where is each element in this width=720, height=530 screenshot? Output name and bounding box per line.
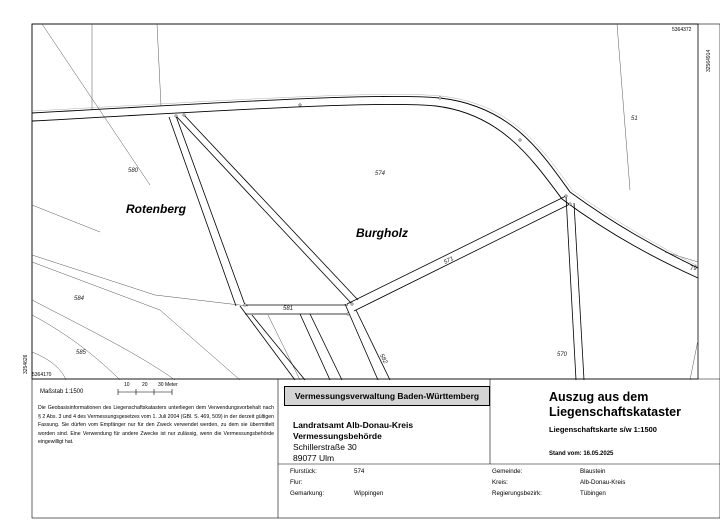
main-road-shoulder bbox=[32, 94, 698, 266]
regierungsbezirk-value: Tübingen bbox=[580, 490, 606, 497]
gemarkung-value: Wippingen bbox=[354, 490, 384, 497]
parcel-number: 580 bbox=[128, 168, 139, 174]
coordinate-right-vertical: 3256491​4 bbox=[706, 49, 712, 72]
boundary-points bbox=[175, 97, 571, 315]
office-city: 89077 Ulm bbox=[293, 453, 335, 463]
diagonal-path-west bbox=[169, 115, 358, 306]
parcel-number: 571 bbox=[443, 256, 455, 266]
parcel-number: 570 bbox=[557, 352, 568, 358]
office-department: Vermessungsbehörde bbox=[293, 431, 382, 441]
flur-label: Flur: bbox=[290, 479, 303, 486]
parcel-number: 584 bbox=[74, 296, 85, 302]
parcel-number: 582 bbox=[378, 353, 389, 365]
scale-bar bbox=[118, 389, 172, 395]
coordinate-left-vertical: 3254626 bbox=[23, 354, 29, 374]
kreis-value: Alb-Donau-Kreis bbox=[580, 479, 626, 486]
scale-label: Maßstab 1:1500 bbox=[40, 389, 84, 395]
main-road bbox=[32, 96, 698, 278]
flurstueck-value: 574 bbox=[354, 468, 365, 475]
path-582 bbox=[300, 304, 390, 380]
scale-tick-label: 10 bbox=[124, 382, 130, 388]
path-southwest bbox=[240, 306, 305, 380]
document-title-line2: Liegenschaftskataster bbox=[549, 405, 682, 419]
gemeinde-label: Gemeinde: bbox=[492, 468, 523, 475]
document-date: Stand vom: 16.05.2025 bbox=[549, 451, 614, 457]
parcel-number: 581 bbox=[283, 306, 294, 312]
office-name: Landratsamt Alb-Donau-Kreis bbox=[293, 420, 414, 430]
kreis-label: Kreis: bbox=[492, 479, 508, 486]
coordinate-bottom-left: 5364170 bbox=[32, 372, 52, 378]
parcel-number: 585 bbox=[76, 350, 87, 356]
office-street: Schillerstraße 30 bbox=[293, 442, 357, 452]
coordinate-top-right: 5364372 bbox=[672, 27, 692, 33]
place-name-rotenberg: Rotenberg bbox=[126, 202, 186, 216]
parcel-number: 51 bbox=[631, 116, 638, 122]
parcel-number: 79 bbox=[690, 266, 697, 272]
document-subtitle: Liegenschaftskarte s/w 1:1500 bbox=[549, 425, 657, 434]
gemeinde-value: Blaustein bbox=[580, 468, 606, 475]
place-name-burgholz: Burgholz bbox=[356, 226, 408, 240]
parcel-number: 574 bbox=[375, 171, 386, 177]
scale-tick-label: 20 bbox=[142, 382, 148, 388]
flurstueck-label: Flurstück: bbox=[290, 468, 317, 475]
gemarkung-label: Gemarkung: bbox=[290, 490, 325, 497]
administration-header: Vermessungsverwaltung Baden-Württemberg bbox=[284, 386, 490, 406]
scale-tick-label: 30 Meter bbox=[158, 382, 178, 388]
legal-notice: Die Geobasisinformationen des Liegenschaftskatasters unterliegen dem Verwendungsvorbehalt nach § 2 Abs. 3 und 4 des Vermessungsgesetzes vom 1. Juli 2004 (GBl. S. 469, 509) in der derzeit gültigen Fassung. Sie dürfen vom Empfänger nur für den Zweck verwendet werden, zu dem sie übermittelt worden sind. Eine Verwendung für andere Zwecke ist nur zulässig, wenn die Vermessungsbehörde eingewilligt hat. bbox=[38, 405, 274, 446]
regierungsbezirk-label: Regierungsbezirk: bbox=[492, 490, 542, 497]
document-title-line1: Auszug aus dem bbox=[549, 390, 649, 404]
path-581 bbox=[245, 305, 348, 314]
